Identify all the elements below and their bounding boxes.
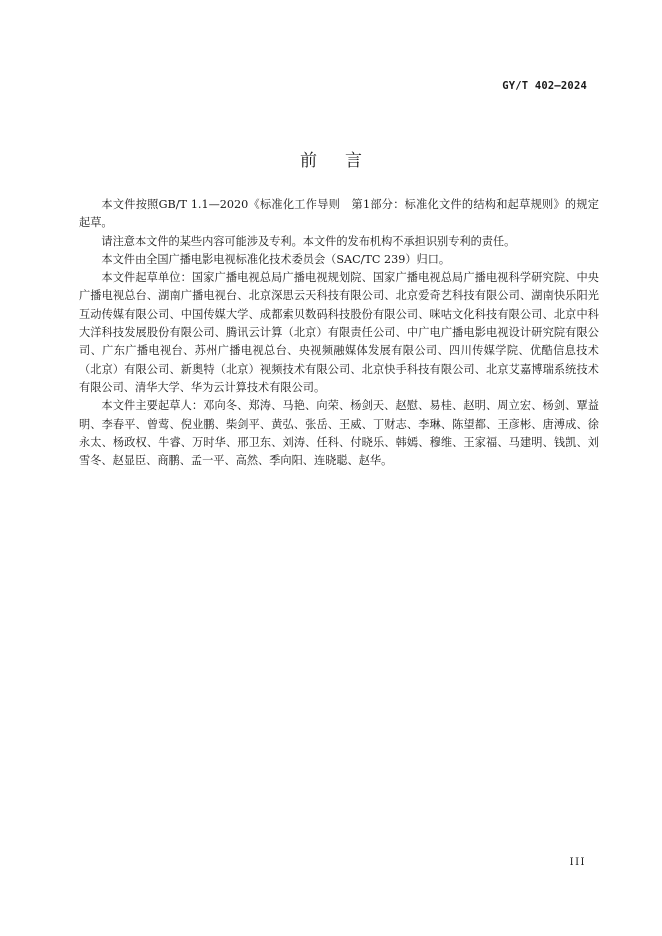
page-number: III xyxy=(569,857,586,868)
page-title: 前言 xyxy=(300,151,390,171)
paragraph-drafters: 本文件主要起草人：邓向冬、郑涛、马艳、向荣、杨剑天、赵慰、易桂、赵明、周立宏、杨剑、覃益明、李春平、曾莺、倪业鹏、柴剑平、黄弘、张岳、王威、丁财志、李琳、陈望都、王彦彬、唐溥成、徐永太、杨政权、牛睿、万时华、邢卫东、刘涛、任科、付晓乐、韩嫣、穆维、王家福、马建明、钱凯、刘雪冬、赵显臣、商鹏、孟一平、高然、季向阳、连晓聪、赵华。 xyxy=(79,399,599,468)
paragraph-patent-notice: 请注意本文件的某些内容可能涉及专利。本文件的发布机构不承担识别专利的责任。 xyxy=(101,234,516,248)
paragraph-drafting-units: 本文件起草单位：国家广播电视总局广播电视规划院、国家广播电视总局广播电视科学研究院、中央广播电视总台、湖南广播电视台、北京深思云天科技有限公司、北京爱奇艺科技有限公司、湖南快乐阳光互动传媒有限公司、中国传媒大学、成都索贝数码科技股份有限公司、咪咕文化科技有限公司、北京中科大洋科技发展股份有限公司、腾讯云计算（北京）有限责任公司、中广电广播电影电视设计研究院有限公司、广东广播电视台、苏州广播电视总台、央视频融媒体发展有限公司、四川传媒学院、优酷信息技术（北京）有限公司、新奥特（北京）视频技术有限公司、北京快手科技有限公司、北京艾嘉博瑞系统技术有限公司、清华大学、华为云计算技术有限公司。 xyxy=(79,271,599,394)
paragraph-committee: 本文件由全国广播电影电视标准化技术委员会（SAC/TC 239）归口。 xyxy=(101,252,451,266)
document-code: GY/T 402—2024 xyxy=(502,80,587,92)
paragraph-drafting-rules: 本文件按照GB/T 1.1—2020《标准化工作导则 第1部分：标准化文件的结构和起草规则》的规定起草。 xyxy=(79,198,599,230)
document-body xyxy=(79,196,599,470)
